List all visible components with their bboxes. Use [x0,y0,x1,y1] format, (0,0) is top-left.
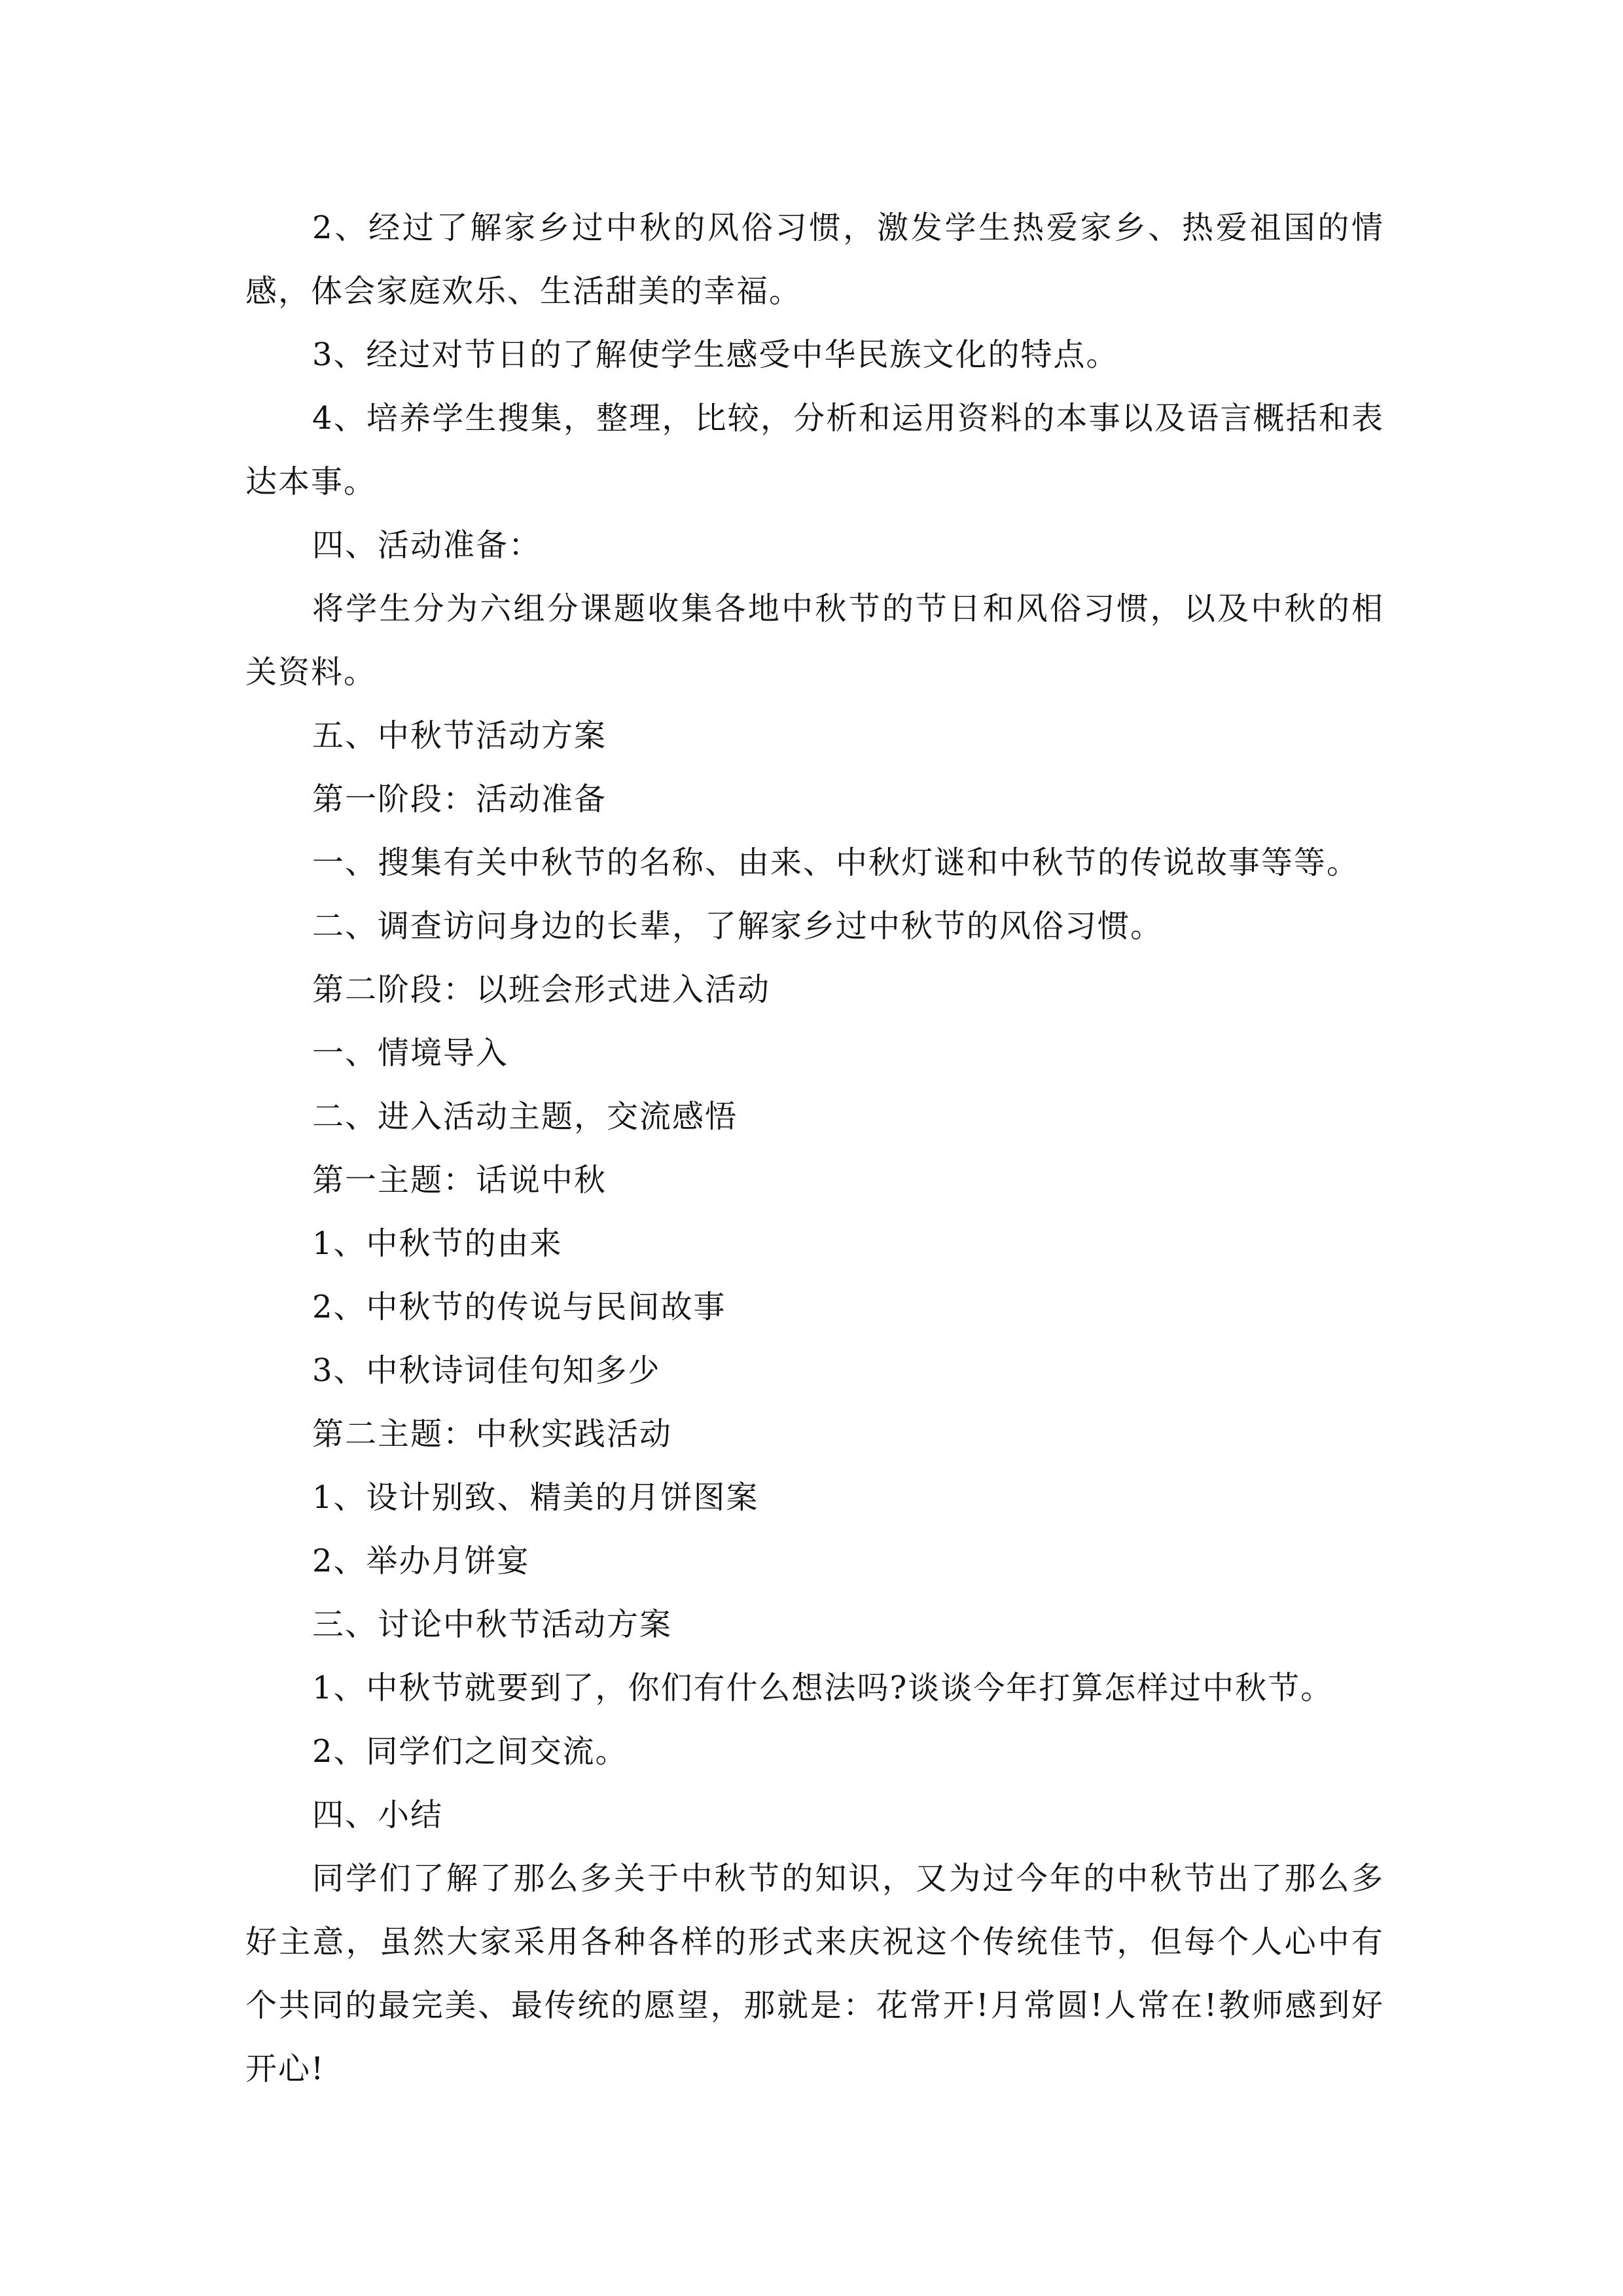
paragraph-preparation-detail: 将学生分为六组分课题收集各地中秋节的节日和风俗习惯，以及中秋的相关资料。 [245,590,1384,691]
paragraph-goal-2: 2、经过了解家乡过中秋的风俗习惯，激发学生热爱家乡、热爱祖国的情感，体会家庭欢乐、生活甜美的幸福。 [245,209,1384,310]
list-item-theme1-2: 2、中秋节的传说与民间故事 [312,1289,726,1325]
heading-stage-1: 第一阶段：活动准备 [312,781,607,817]
document-body [245,196,1384,2101]
heading-activity-plan: 五、中秋节活动方案 [312,717,607,754]
heading-theme-1: 第一主题：话说中秋 [312,1162,607,1198]
list-item-theme1-3: 3、中秋诗词佳句知多少 [312,1352,661,1389]
heading-summary: 四、小结 [312,1797,444,1833]
heading-activity-preparation: 四、活动准备： [312,527,542,564]
list-item-discussion-1: 1、中秋节就要到了，你们有什么想法吗?谈谈今年打算怎样过中秋节。 [312,1670,1334,1706]
list-item-stage2-1: 一、情境导入 [312,1035,509,1071]
list-item-stage1-2: 二、调查访问身边的长辈，了解家乡过中秋节的风俗习惯。 [312,908,1164,944]
paragraph-goal-4: 4、培养学生搜集，整理，比较，分析和运用资料的本事以及语言概括和表达本事。 [245,400,1384,500]
paragraph-goal-3: 3、经过对节日的了解使学生感受中华民族文化的特点。 [312,336,1119,373]
list-item-theme2-2: 2、举办月饼宴 [312,1543,530,1579]
list-item-discussion-2: 2、同学们之间交流。 [312,1733,628,1770]
paragraph-summary: 同学们了解了那么多关于中秋节的知识，又为过今年的中秋节出了那么多好主意，虽然大家采用各种各样的形式来庆祝这个传统佳节，但每个人心中有个共同的最完美、最传统的愿望，那就是：花常开!月常圆!人常在!教师感到好开心! [245,1860,1384,2087]
heading-stage-2: 第二阶段：以班会形式进入活动 [312,971,771,1008]
list-item-theme1-1: 1、中秋节的由来 [312,1225,563,1262]
list-item-stage1-1: 一、搜集有关中秋节的名称、由来、中秋灯谜和中秋节的传说故事等等。 [312,844,1360,881]
heading-theme-2: 第二主题：中秋实践活动 [312,1416,673,1452]
list-item-theme2-1: 1、设计别致、精美的月饼图案 [312,1479,759,1516]
list-item-stage2-2: 二、进入活动主题，交流感悟 [312,1098,738,1135]
heading-discussion: 三、讨论中秋节活动方案 [312,1606,673,1643]
